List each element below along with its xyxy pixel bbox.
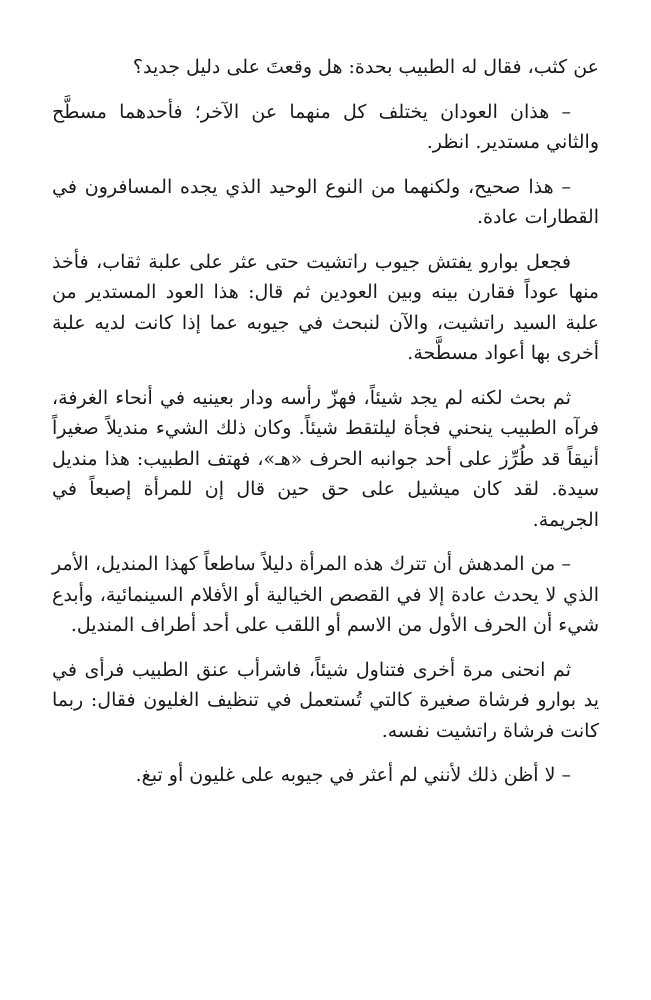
paragraph-2: – هذان العودان يختلف كل منهما عن الآخر؛ فأحدهما مسطَّح والثاني مستدير. انظر. <box>52 100 599 153</box>
paragraph-1: عن كثب، فقال له الطبيب بحدة: هل وقعتَ على دليل جديد؟ <box>132 56 599 78</box>
paragraph-8: – لا أظن ذلك لأنني لم أعثر في جيوبه على غليون أو تبغ. <box>135 764 571 786</box>
paragraph-3: – هذا صحيح، ولكنهما من النوع الوحيد الذي يجده المسافرون في القطارات عادة. <box>52 175 599 228</box>
paragraph-6: – من المدهش أن تترك هذه المرأة دليلاً ساطعاً كهذا المنديل، الأمر الذي لا يحدث عادة إلا في القصص الخيالية أو الأفلام السينمائية، وأبدع شيء أن الحرف الأول من الاسم أو اللقب على أحد أطراف المنديل. <box>52 553 599 636</box>
paragraph-5: ثم بحث لكنه لم يجد شيئاً، فهزّ رأسه ودار بعينيه في أنحاء الغرفة، فرآه الطبيب ينحني فجأة ليلتقط شيئاً. وكان ذلك الشيء منديلاً صغيراً أنيقاً قد طُرِّز على أحد جوانبه الحرف «هـ»، فهتف الطبيب: هذا منديل سيدة. لقد كان ميشيل على حق حين قال إن للمرأة إصبعاً في الجريمة. <box>52 386 599 531</box>
paragraph-7: ثم انحنى مرة أخرى فتناول شيئاً، فاشرأب عنق الطبيب فرأى في يد بوارو فرشاة صغيرة كالتي تُستعمل في تنظيف الغليون فقال: ربما كانت فرشاة راتشيت نفسه. <box>52 658 599 742</box>
paragraph-4: فجعل بوارو يفتش جيوب راتشيت حتى عثر على علبة ثقاب، فأخذ منها عوداً فقارن بينه وبين العودين ثم قال: هذا العود المستدير من علبة السيد راتشيت، والآن لنبحث في جيوبه عما إذا كانت لديه علبة أخرى بها أعواد مسطَّحة. <box>52 250 599 364</box>
